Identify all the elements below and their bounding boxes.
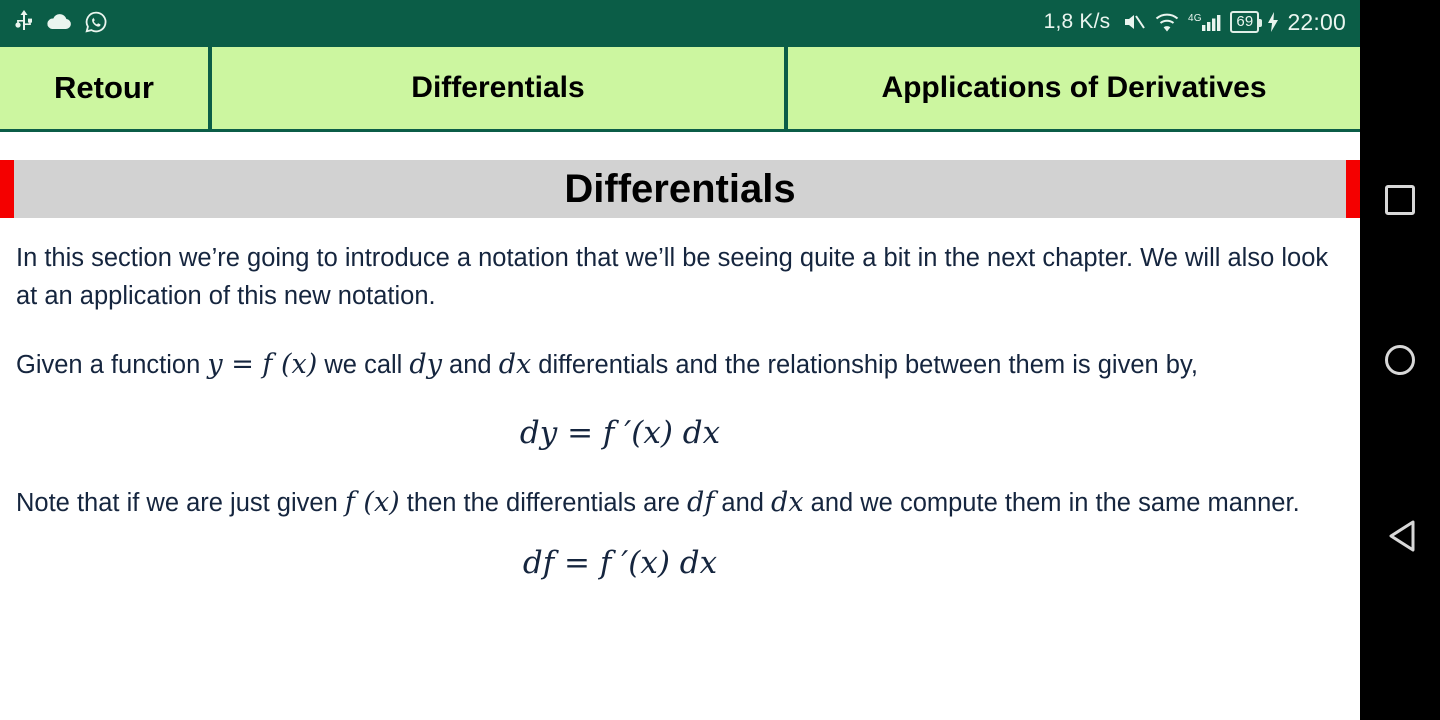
wifi-icon [1154,11,1180,33]
square-icon [1385,185,1415,215]
paragraph-note [16,483,1344,523]
inline-math-f-x: f (x) [344,487,400,519]
battery-percent-label: 69 [1236,13,1254,30]
document-content[interactable] [0,134,1360,720]
tab-applications-of-derivatives[interactable]: Applications of Derivatives [788,47,1360,129]
home-button[interactable] [1360,280,1440,440]
whatsapp-icon [84,10,108,34]
paragraph-definition-part4: differentials and the relationship between them is given by, [531,351,1198,380]
svg-text:4G: 4G [1188,13,1203,24]
title-cap-right-icon [1346,160,1360,218]
charging-bolt-icon [1267,11,1279,33]
paragraph-note-part4: and we compute them in the same manner. [803,489,1300,518]
equation-dy: dy = f ′(x) dx [519,415,721,452]
top-navigation-bar [0,44,1360,132]
status-bar-right-icons [1044,9,1360,36]
page-title: Differentials [564,166,796,211]
inline-math-df: df [687,487,715,519]
paragraph-note-part3: and [714,489,772,518]
circle-icon [1385,345,1415,375]
document-body [16,240,1344,587]
paragraph-intro: In this section we’re going to introduce a notation that we’ll be seeing quite a bit in the next chapter. We will also look at an application of this new notation. [16,244,1329,310]
equation-df: df = f ′(x) dx [522,545,718,582]
triangle-left-icon [1389,504,1411,536]
paragraph-definition-part1: Given a function [16,351,208,380]
inline-math-dy: dy [409,349,442,381]
paragraph-definition-part3: and [441,351,499,380]
status-bar-left-icons [0,10,108,34]
clock-label: 22:00 [1287,8,1346,35]
battery-indicator [1230,11,1259,33]
status-bar [0,0,1360,44]
paragraph-definition [16,345,1344,385]
inline-math-dx: dx [498,349,532,381]
paragraph-note-part1: Note that if we are just given [16,489,345,518]
usb-icon [14,10,34,34]
inline-math-dx-2: dx [771,487,804,519]
paragraph-definition-part2: we call [317,351,410,380]
network-speed-label: 1,8 K/s [1043,10,1111,33]
section-title-band [14,160,1346,218]
back-button[interactable]: Retour [0,47,208,129]
android-navigation-rail [1360,0,1440,720]
back-nav-button[interactable] [1360,440,1440,600]
cloud-icon [46,12,72,32]
title-cap-left-icon [0,160,14,218]
signal-4g-icon [1188,11,1222,33]
tab-differentials[interactable]: Differentials [212,47,784,129]
recent-apps-button[interactable] [1360,120,1440,280]
mute-icon [1122,11,1146,33]
inline-math-y-equals-f-x: y = f (x) [207,349,318,381]
paragraph-note-part2: then the differentials are [399,489,688,518]
